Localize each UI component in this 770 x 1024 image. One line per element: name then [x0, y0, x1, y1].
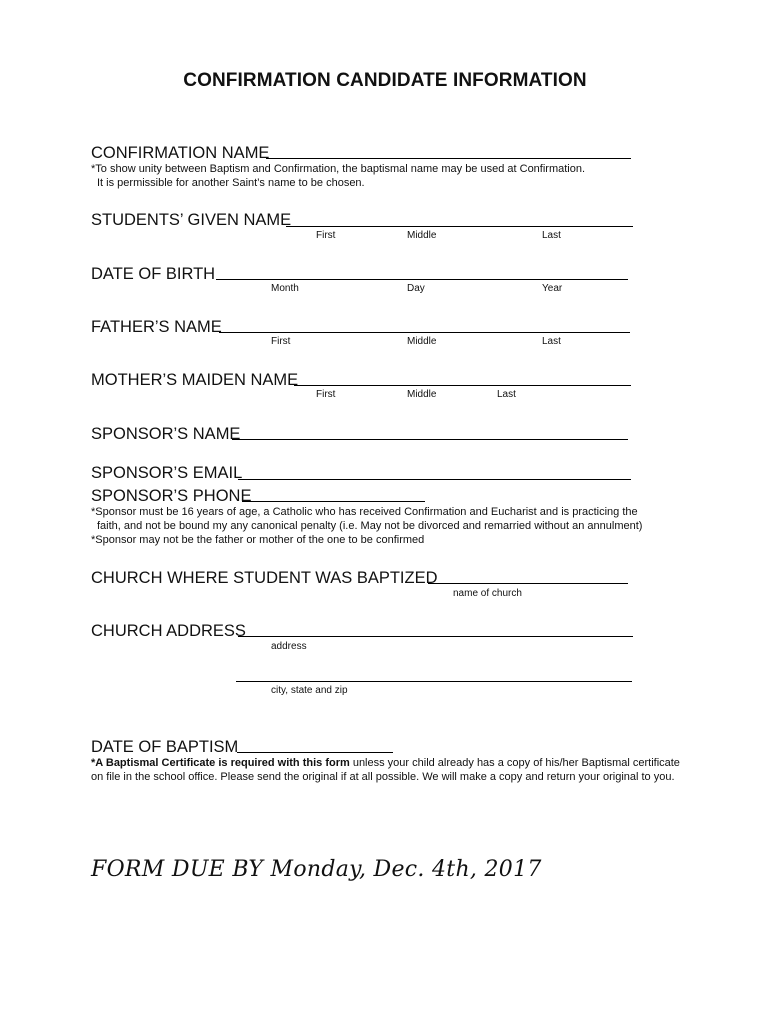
father-first-sub: First: [271, 336, 291, 347]
confirmation-note-line2: It is permissible for another Saint’s name to be chosen.: [97, 177, 365, 189]
mother-name-field[interactable]: [294, 385, 631, 386]
student-middle-sub: Middle: [407, 230, 437, 241]
father-middle-sub: Middle: [407, 336, 437, 347]
student-first-sub: First: [316, 230, 336, 241]
sponsor-note-line3: *Sponsor may not be the father or mother of the one to be confirmed: [91, 534, 425, 546]
sponsor-name-field[interactable]: [232, 439, 628, 440]
mother-first-sub: First: [316, 389, 336, 400]
sponsor-note-line2: faith, and not be bound my any canonical penalty (i.e. May not be divorced and remarried without an annulment): [97, 520, 643, 532]
form-title: CONFIRMATION CANDIDATE INFORMATION: [183, 70, 587, 91]
church-address-sub: address: [271, 641, 307, 652]
sponsor-email-label: SPONSOR’S EMAIL: [91, 464, 243, 482]
church-baptized-field[interactable]: [428, 583, 628, 584]
baptism-note: [91, 756, 691, 784]
dob-year-sub: Year: [542, 283, 563, 294]
sponsor-note-line1: *Sponsor must be 16 years of age, a Catholic who has received Confirmation and Eucharist and is practicing the: [91, 506, 638, 518]
student-name-field[interactable]: [286, 226, 633, 227]
student-name-label: STUDENTS’ GIVEN NAME: [91, 211, 292, 229]
dob-label: DATE OF BIRTH: [91, 265, 216, 283]
church-baptized-label: CHURCH WHERE STUDENT WAS BAPTIZED: [91, 569, 438, 587]
church-address-field[interactable]: [238, 636, 633, 637]
sponsor-phone-label: SPONSOR’S PHONE: [91, 487, 252, 505]
baptism-note-rest: unless your child already has a copy of his/her Baptismal certificate on file in the school office. Please send the original if at all possible. We will make a copy and return your original to you.: [91, 757, 680, 783]
student-last-sub: Last: [542, 230, 561, 241]
confirmation-name-label: CONFIRMATION NAME: [91, 144, 270, 162]
baptism-note-bold: *A Baptismal Certificate is required with this form: [91, 757, 350, 769]
father-name-field[interactable]: [219, 332, 630, 333]
mother-last-sub: Last: [497, 389, 516, 400]
sponsor-phone-field[interactable]: [242, 501, 425, 502]
confirmation-note-line1: *To show unity between Baptism and Confirmation, the baptismal name may be used at Confirmation.: [91, 163, 586, 175]
dob-month-sub: Month: [271, 283, 299, 294]
church-address-label: CHURCH ADDRESS: [91, 622, 246, 640]
church-city-field[interactable]: [236, 681, 632, 682]
church-name-sub: name of church: [453, 588, 522, 599]
confirmation-name-field[interactable]: [266, 158, 631, 159]
mother-name-label: MOTHER’S MAIDEN NAME: [91, 371, 299, 389]
form-due-date: FORM DUE BY Monday, Dec. 4th, 2017: [91, 857, 542, 882]
father-name-label: FATHER’S NAME: [91, 318, 222, 336]
baptism-date-label: DATE OF BAPTISM: [91, 738, 239, 756]
sponsor-email-field[interactable]: [238, 479, 631, 480]
mother-middle-sub: Middle: [407, 389, 437, 400]
father-last-sub: Last: [542, 336, 561, 347]
sponsor-name-label: SPONSOR’S NAME: [91, 425, 241, 443]
church-city-sub: city, state and zip: [271, 685, 348, 696]
dob-day-sub: Day: [407, 283, 425, 294]
dob-field[interactable]: [216, 279, 628, 280]
baptism-date-field[interactable]: [237, 752, 393, 753]
